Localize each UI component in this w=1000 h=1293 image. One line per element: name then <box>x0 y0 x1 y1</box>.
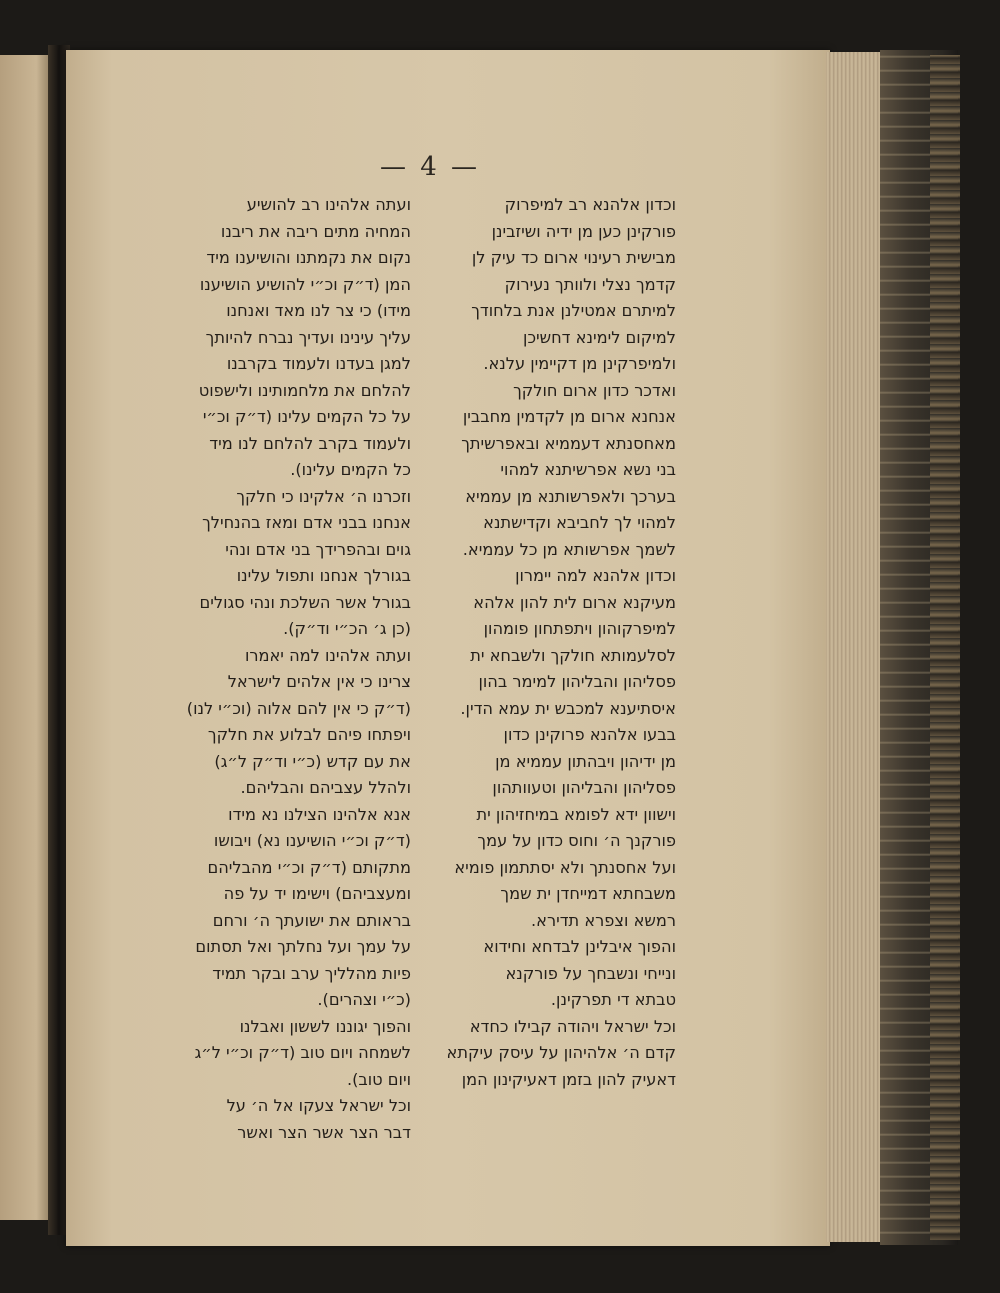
text-line: למהוי לך לחביבא וקדישתנא <box>483 513 676 532</box>
text-line: משבחתא דמייחדן ית שמך <box>500 884 676 903</box>
text-line: כל הקמים עלינו). <box>290 460 411 479</box>
text-line: פיות מהלליך ערב ובקר תמיד <box>212 963 411 983</box>
page-stack-edge <box>826 52 882 1242</box>
text-line: למיפרקוהון ויתפתחון פומהון <box>483 619 676 638</box>
text-line: (ד״ק כי אין להם אלוה (וכ״י לנו) <box>186 698 411 718</box>
text-line: וכדון אלהנא רב למיפרוק <box>504 195 676 214</box>
text-line: גוים ובהפרידך בני אדם ונהי <box>225 539 411 559</box>
text-line: פסליהון והבליהון וטעוותהון <box>492 778 676 797</box>
text-line: את עם קדש (כ״י וד״ק ל״ג) <box>214 751 411 771</box>
text-line: וכדון אלהנא למה יימרון <box>515 566 676 585</box>
text-line: רמשא וצפרא תדירא. <box>531 910 676 930</box>
text-line: (כן ג׳ הכ״י וד״ק). <box>283 619 411 638</box>
text-line: קדמך נצלי ולוותך נעירוק <box>504 274 676 294</box>
text-line: מעיקנא ארום לית להון אלהא <box>473 592 676 612</box>
text-line: מן ידיהון ויבהתון עממיא מן <box>495 751 676 771</box>
text-line: למיתרם אמטילנן אנת בלחודך <box>471 301 676 320</box>
text-line: ואדכר כדון ארום חולקך <box>513 380 676 400</box>
text-line: צרינו כי אין אלהים לישראל <box>227 672 411 691</box>
text-line: בערכך ולאפרשותנא מן עממיא <box>465 486 676 506</box>
text-line: על עמך ועל נחלתך ואל תסתום <box>195 937 411 956</box>
text-line: קדם ה׳ אלהיהון על עיסק עיקתא <box>446 1043 676 1062</box>
text-line: וכל ישראל ויהודה קבילו כחדא <box>469 1016 676 1036</box>
text-line: למגן בעדנו ולעמוד בקרבנו <box>226 354 411 373</box>
text-line: אנחנא ארום מן לקדמין מחבבין <box>462 407 676 426</box>
text-line: פסליהון והבליהון למימר בהון <box>478 672 676 691</box>
text-line: למיקום לימינא דחשיכן <box>523 327 676 347</box>
text-line: (ד״ק וכ״י הושיענו נא) ויבושו <box>213 831 411 850</box>
text-line: אנא אלהינו הצילנו נא מידו <box>228 804 411 824</box>
left-text-column <box>163 192 411 1146</box>
text-line: פורקינן כען מן ידיה ושיזבינן <box>491 221 676 241</box>
text-line: לסלעמותא חולקך ולשבחא ית <box>470 645 676 665</box>
text-line: והפוך יגוננו לששון ואבלנו <box>239 1016 411 1036</box>
text-line: ונייחי ונשבחך על פורקנא <box>505 963 676 983</box>
page-number: — 4 — <box>379 152 481 182</box>
text-line: ולעמוד בקרב להלחם לנו מיד <box>209 433 411 453</box>
text-line: מתקותם (ד״ק וכ״י מהבליהם <box>207 857 411 877</box>
text-line: מבישית רעינוי ארום כד עיק לן <box>471 248 676 267</box>
text-line: המן (ד״ק וכ״י להושיע הושיענו <box>199 274 411 294</box>
text-line: להלחם את מלחמותינו ולישפוט <box>198 380 411 400</box>
text-line: נקום את נקמתנו והושיענו מיד <box>206 248 411 267</box>
text-line: ועתה אלהינו רב להושיע <box>246 195 411 214</box>
text-line: בגורל אשר השלכת ונהי סגולים <box>199 592 411 612</box>
right-text-column <box>428 192 676 1093</box>
text-line: וכל ישראל צעקו אל ה׳ על <box>226 1096 411 1115</box>
text-line: בני נשא אפרשיתנא למהוי <box>500 460 676 479</box>
text-line: ולמיפרקינן מן דקיימין עלנא. <box>483 354 676 373</box>
text-line: דאעיק להון בזמן דאעיקינון המן <box>461 1069 676 1089</box>
text-line: ועל אחסנתך ולא יסתתמון פומיא <box>454 857 676 877</box>
text-line: עליך עינינו ועדיך נברח להיותך <box>205 327 411 347</box>
text-line: (כ״י וצהרים). <box>317 990 411 1009</box>
text-line: ומעצביהם) וישימו יד על פה <box>223 884 411 903</box>
text-line: על כל הקמים עלינו (ד״ק וכ״י <box>202 407 411 426</box>
text-line: איסתיענא למכבש ית עמא הדין. <box>460 698 676 718</box>
text-line: והפוך איבלינן לבדחא וחידוא <box>483 937 676 956</box>
text-line: בראותם את ישועתך ה׳ ורחם <box>212 910 411 930</box>
text-line: ועתה אלהינו למה יאמרו <box>244 645 411 665</box>
text-line: ויום טוב). <box>346 1069 411 1089</box>
text-line: ולהלל עצביהם והבליהם. <box>240 778 411 797</box>
text-line: מאחסנתא דעממיא ובאפרשיתך <box>461 433 676 453</box>
text-line: ויפתחו פיהם לבלוע את חלקך <box>207 725 411 744</box>
text-line: לשמחה ויום טוב (ד״ק וכ״י ל״ג <box>194 1043 411 1062</box>
text-line: דבר הצר אשר הצר ואשר <box>237 1122 411 1142</box>
facing-page-edge <box>0 55 52 1220</box>
text-line: המחיה מתים ריבה את ריבנו <box>220 221 411 241</box>
text-line: אנחנו בבני אדם ומאז בהנחילך <box>202 513 411 532</box>
text-line: בגורלך אנחנו ותפול עלינו <box>236 566 411 585</box>
text-line: בבעו אלהנא פרוקינן כדון <box>503 725 676 744</box>
text-line: וזכרנו ה׳ אלקינו כי חלקך <box>236 486 411 506</box>
text-line: וישוון ידא לפומא במיחזיהון ית <box>476 804 676 824</box>
text-line: מידו) כי צר לנו מאד ואנחנו <box>226 301 411 320</box>
text-line: לשמך אפרשותא מן כל עממיא. <box>462 539 676 559</box>
text-line: טבתא די תפרקינן. <box>550 990 676 1009</box>
spine-binding-edge <box>930 55 960 1240</box>
text-line: פורקנך ה׳ וחוס כדון על עמך <box>477 831 676 850</box>
